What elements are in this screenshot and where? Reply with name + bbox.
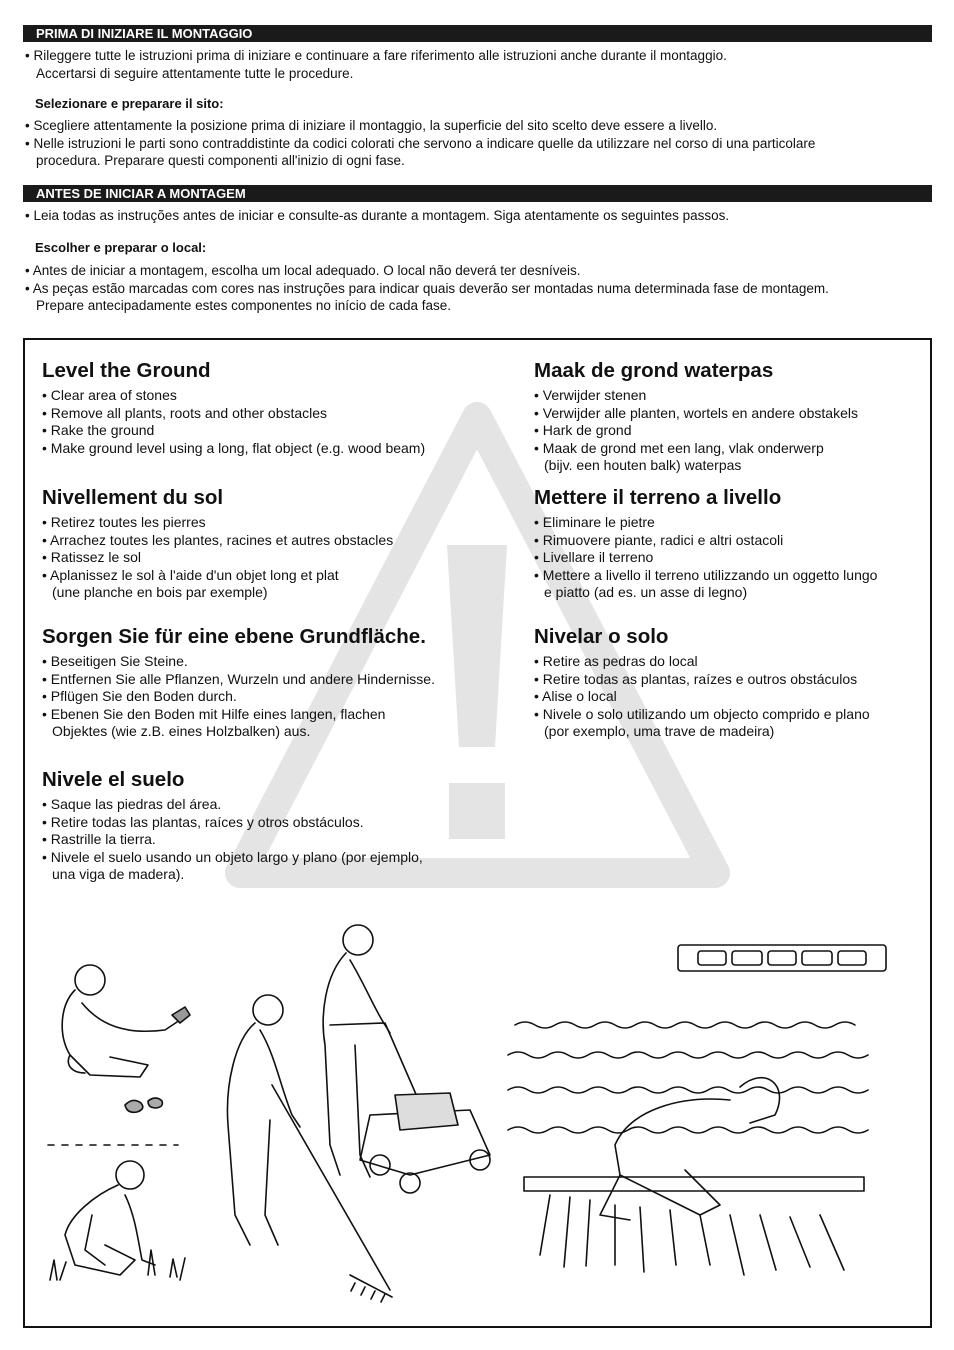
italian-subheading: Selezionare e preparare il sito: [35,96,224,111]
section-dutch [534,359,926,475]
section-title: Nivellement du sol [42,486,224,509]
section-title: Maak de grond waterpas [534,359,774,382]
bullet-list [534,653,926,741]
list-item: • Retirez toutes les pierres [42,514,206,530]
section-portuguese [534,625,926,741]
list-item: • Entfernen Sie alle Pflanzen, Wurzeln und andere Hindernisse. [42,670,435,687]
section-title: Nivelar o solo [534,625,669,648]
section-title: Sorgen Sie für eine ebene Grundfläche. [42,625,426,648]
list-item: • Clear area of stones [42,387,177,403]
bullet-list [534,514,926,602]
bullet-list [534,387,926,475]
list-item: • Beseitigen Sie Steine. [42,653,188,669]
section-title: Level the Ground [42,359,211,382]
list-item: • Eliminare le pietre [534,514,655,530]
list-item: • Remove all plants, roots and other obstacles [42,404,328,421]
section-title: Nivele el suelo [42,768,185,791]
list-item: • Retire todas las plantas, raíces y otros obstáculos. [42,813,364,830]
list-item: • Arrachez toutes les plantes, racines et autres obstacles [42,531,394,548]
list-item: • Make ground level using a long, flat object (e.g. wood beam) [42,439,426,456]
bullet-list [42,387,512,457]
list-item: • Retire as pedras do local [534,653,698,669]
list-item: • Mettere a livello il terreno utilizzando un oggetto lungo e piatto (ad es. un asse di legno) [534,566,878,601]
person-raking-figure [227,995,392,1302]
list-item: • Alise o local [534,688,617,705]
italian-site-text: • Scegliere attentamente la posizione prima di iniziare il montaggio, la superficie del sito scelto deve essere a livello. • Nelle istruzioni le parti sono contraddistinte da codici colorati che servono a indicare quelle da utilizzare nel corso di una particolare procedura. Preparare questi componenti all'inizio di ogni fase. [25,118,816,168]
list-item: • Aplanissez le sol à l'aide d'un objet long et plat (une planche en bois par exemple) [42,566,339,601]
section-bar-italian: PRIMA DI INIZIARE IL MONTAGGIO [23,25,932,42]
list-item: • Livellare il terreno [534,549,654,566]
list-item: • Saque las piedras del área. [42,796,222,812]
list-item: • Ratissez le sol [42,549,142,566]
section-italian [534,486,926,602]
person-clearing-stones-figure [62,965,190,1112]
list-item: • Nivele el suelo usando un objeto largo y plano (por ejemplo, una viga de madera). [42,848,423,883]
list-item: • Verwijder alle planten, wortels en andere obstakels [534,404,858,421]
list-item: • Rimuovere piante, radici e altri ostacoli [534,531,784,548]
spirit-level-icon [678,945,886,971]
section-german [42,625,512,741]
bullet-list [42,796,512,884]
section-english [42,359,512,457]
section-bar-portuguese: ANTES DE INICIAR A MONTAGEM [23,185,932,202]
list-item: • Maak de grond met een lang, vlak onderwerp (bijv. een houten balk) waterpas [534,439,824,474]
bullet-list [42,653,512,741]
italian-intro: • Rileggere tutte le istruzioni prima di iniziare e continuare a fare riferimento alle istruzioni anche durante il montaggio. Accertarsi di seguire attentamente tutte le procedure. [25,48,727,81]
list-item: • Pflügen Sie den Boden durch. [42,688,237,705]
section-french [42,486,512,602]
bullet-list [42,514,512,602]
list-item: • Hark de grond [534,422,632,439]
portuguese-site-text: • Antes de iniciar a montagem, escolha um local adequado. O local não deverá ter desníveis. • As peças estão marcadas com cores nas instruções para indicar quais deverão ser montadas numa determinada fase de montagem. Prepare antecipadamente estes componentes no início de cada fase. [25,263,829,313]
section-title: Mettere il terreno a livello [534,486,782,509]
list-item: • Ebenen Sie den Boden mit Hilfe eines langen, flachen Objektes (wie z.B. eines Holzbalken) aus. [42,705,386,740]
ground-preparation-illustration [30,915,925,1320]
list-item: • Retire todas as plantas, raízes e outros obstáculos [534,670,858,687]
list-item: • Rake the ground [42,422,155,439]
person-with-lawnmower-figure [323,925,490,1193]
list-item: • Rastrille la tierra. [42,831,156,848]
person-leveling-ground-figure [508,1022,868,1275]
person-removing-plants-figure [50,1161,185,1280]
list-item: • Verwijder stenen [534,387,647,403]
portuguese-subheading: Escolher e preparar o local: [35,240,207,255]
section-spanish [42,768,512,884]
portuguese-intro: • Leia todas as instruções antes de iniciar e consulte-as durante a montagem. Siga atentamente os seguintes passos. [25,208,730,223]
list-item: • Nivele o solo utilizando um objecto comprido e plano (por exemplo, uma trave de madeira) [534,705,870,740]
